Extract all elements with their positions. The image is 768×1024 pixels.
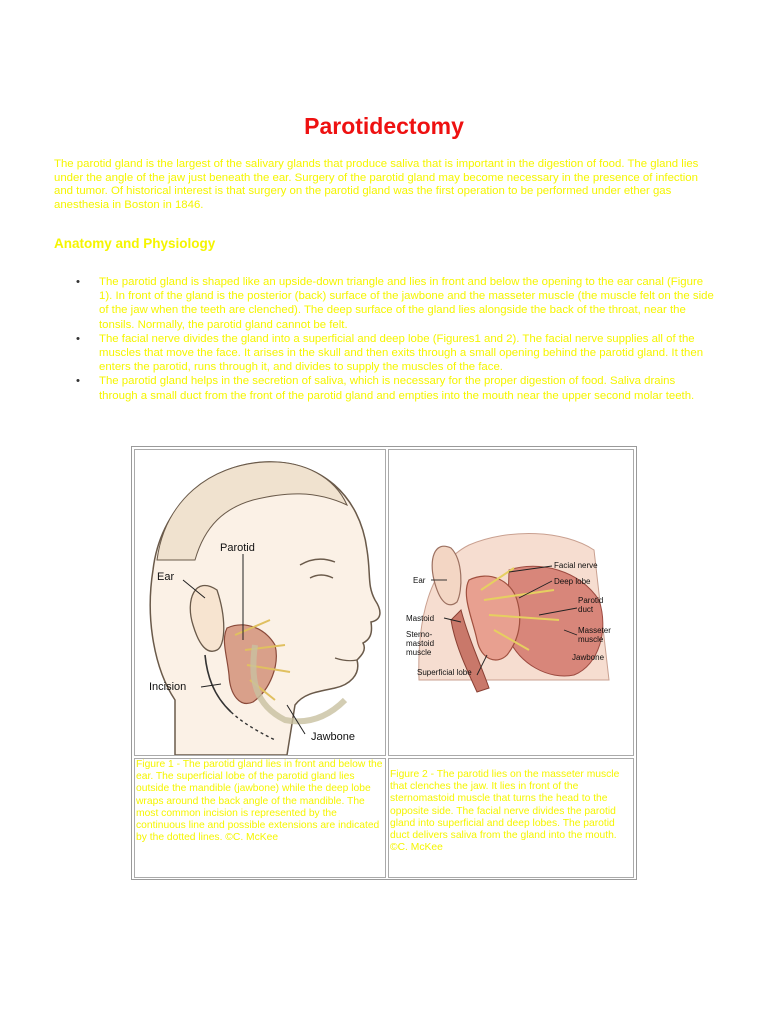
label-jawbone: Jawbone	[572, 653, 605, 662]
label-parotid-duct-1: Parotid	[578, 596, 604, 605]
list-item-text: The parotid gland helps in the secretion of saliva, which is necessary for the proper digestion of food. Saliva drains through a small duct from the front of the parotid gland and empties into the mouth near the upper second molar teeth.	[99, 375, 695, 402]
label-ear: Ear	[413, 576, 426, 585]
figure-2-caption-cell	[388, 758, 634, 878]
label-deep-lobe: Deep lobe	[554, 577, 591, 586]
figure-2-cell	[388, 449, 634, 756]
figure-2-illustration	[389, 450, 633, 755]
label-sterno-3: muscle	[406, 648, 432, 657]
label-sterno-2: mastoid	[406, 639, 435, 648]
label-masseter-1: Masseter	[578, 626, 611, 635]
bullet-icon: •	[76, 375, 80, 388]
figure-1-cell	[134, 449, 386, 756]
label-superficial-lobe: Superficial lobe	[417, 668, 472, 677]
bullet-list	[54, 275, 714, 403]
intro-paragraph: The parotid gland is the largest of the salivary glands that produce saliva that is important in the digestion of food. The gland lies under the angle of the jaw just beneath the ear. Surgery of the parotid gland may become necessary in the presence of infection and tumor. Of historical interest is that surgery on the parotid gland was the first operation to be performed under ether gas anesthesia in Boston in 1846.	[54, 158, 699, 211]
figure-2-caption: Figure 2 - The parotid lies on the masseter muscle that clenches the jaw. It lies in front of the sternomastoid muscle that turns the head to the opposite side. The facial nerve divides the parotid gland into superficial and deep lobes. The parotid duct delivers saliva from the gland into the mouth. ©C. McKee	[390, 769, 620, 854]
bullet-icon: •	[76, 332, 80, 345]
figure-1-caption: Figure 1 - The parotid gland lies in front and below the ear. The superficial lobe of the parotid gland lies outside the mandible (jawbone) while the deep lobe wraps around the back angle of the mandible. The most common incision is represented by the continuous line and possible extensions are indicated by the dotted lines. ©C. McKee	[136, 759, 383, 844]
list-item	[54, 332, 714, 375]
label-parotid: Parotid	[220, 542, 255, 554]
bullet-icon: •	[76, 276, 80, 288]
list-item-text: The facial nerve divides the gland into a superficial and deep lobe (Figures1 and 2). The facial nerve supplies all of the muscles that move the face. It arises in the skull and then exits through a small opening behind the parotid gland. It then enters the parotid, runs through it, and divides to supply the muscles of the face.	[99, 332, 704, 374]
label-masseter-2: muscle	[578, 635, 604, 644]
figure-1-illustration	[135, 450, 385, 755]
label-mastoid: Mastoid	[406, 614, 435, 623]
page-title: Parotidectomy	[304, 113, 464, 139]
list-item-text: The parotid gland is shaped like an upside-down triangle and lies in front and below the opening to the ear canal (Figure 1). In front of the gland is the posterior (back) surface of the jawbone and the masseter muscle (the muscle felt on the side of the jaw when the teeth are clenched). The deep surface of the gland lies alongside the back of the throat, near the tonsils. Normally, the parotid gland cannot be felt.	[99, 276, 714, 331]
label-incision: Incision	[149, 681, 187, 693]
list-item	[54, 374, 714, 402]
label-facial-nerve: Facial nerve	[554, 561, 598, 570]
label-ear: Ear	[157, 571, 175, 583]
figure-1-caption-cell	[134, 758, 386, 878]
list-item	[54, 275, 714, 332]
label-sterno-1: Sterno-	[406, 630, 433, 639]
section-heading: Anatomy and Physiology	[54, 236, 216, 251]
figure-table	[131, 446, 637, 880]
label-jawbone: Jawbone	[311, 731, 356, 743]
label-parotid-duct-2: duct	[578, 605, 594, 614]
